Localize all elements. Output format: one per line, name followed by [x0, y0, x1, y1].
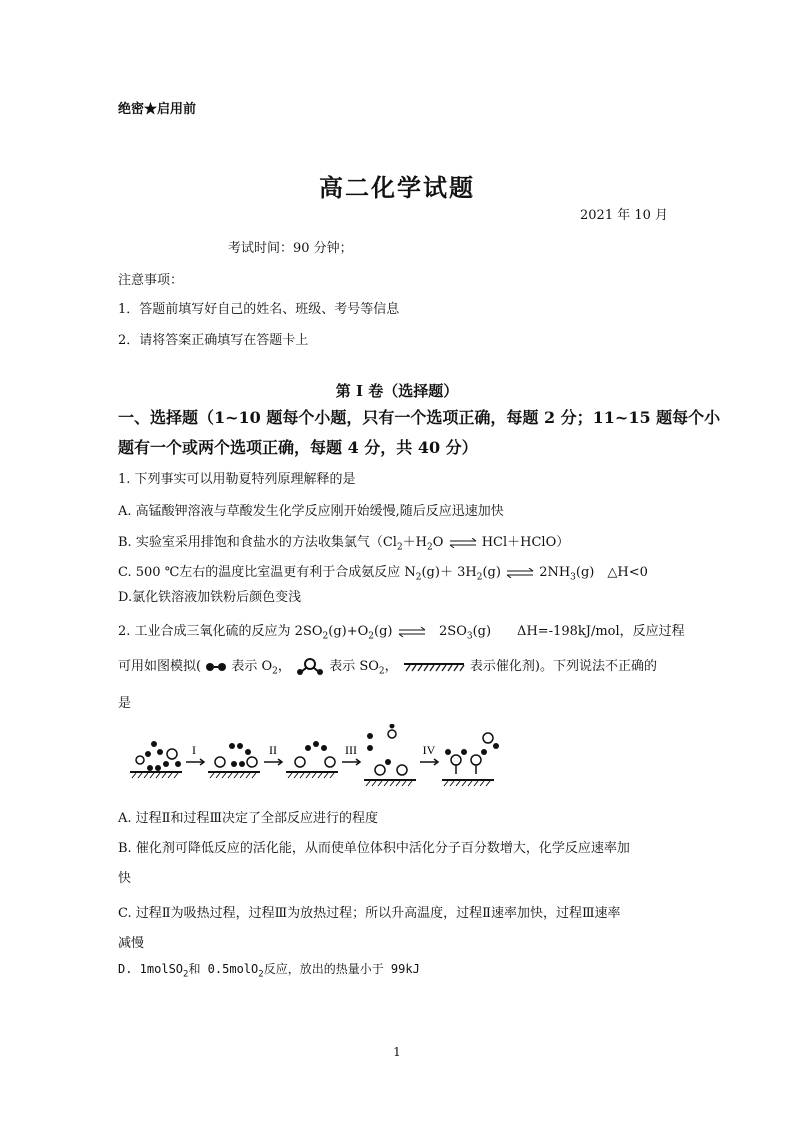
stage-5: [442, 733, 499, 786]
q2-option-b-line1: B. 催化剂可降低反应的活化能，从而使单位体积中活化分子百分数增大，化学反应速率加: [118, 841, 630, 856]
catalyst-icon: [402, 662, 466, 672]
stage-4: [364, 724, 416, 786]
so2-molecule-icon: [295, 658, 325, 676]
notice-item-1: 1．答题前填写好自己的姓名、班级、考号等信息: [118, 302, 400, 317]
equilibrium-arrow-icon: [397, 627, 427, 637]
q2-stem-line2: 可用如图模拟( 表示 $O_2$， 表示 $SO_2$， 表示催化剂)。下列说法不正确的: [118, 659, 657, 677]
exam-time: 考试时间：90 分钟；: [228, 241, 353, 256]
step-label-3: III: [345, 743, 357, 757]
section-heading-line1: 一、选择题（1~10 题每个小题，只有一个选项正确，每题 2 分；11~15 题每个小: [118, 408, 721, 427]
q1-option-c: C. 500 ℃左右的温度比室温更有利于合成氨反应 $N_2(g)+ 3H_2(g)$ $2NH_3(g)$ △H<0: [118, 565, 648, 583]
q2-stem-line1: 2. 工业合成三氧化硫的反应为 $2SO_2(g)+O_2(g)$ $2SO_3(g)$ ΔH=-198kJ/mol，反应过程: [118, 624, 685, 642]
reaction-process-diagram: [128, 724, 508, 794]
step-label-2: II: [269, 743, 277, 757]
confidential-label: 绝密★启用前: [118, 102, 197, 117]
q2-option-a: A. 过程Ⅱ和过程Ⅲ决定了全部反应进行的程度: [118, 811, 379, 826]
exam-date: 2021 年 10 月: [580, 208, 669, 223]
q2-option-b-line2: 快: [118, 871, 132, 886]
q2-stem-line3: 是: [118, 696, 132, 711]
step-label-1: I: [192, 743, 196, 757]
q2-option-c-line1: C. 过程Ⅱ为吸热过程，过程Ⅲ为放热过程；所以升高温度，过程Ⅱ速率加快，过程Ⅲ速率: [118, 906, 621, 921]
notice-item-2: 2．请将答案正确填写在答题卡上: [118, 333, 309, 348]
q2-option-d: D. 1molSO$_2$和 0.5molO$_2$反应，放出的热量小于 99kJ: [118, 962, 420, 980]
q1-option-d: D.氯化铁溶液加铁粉后颜色变浅: [118, 590, 302, 605]
equilibrium-arrow-icon: [505, 568, 535, 578]
o2-molecule-icon: [205, 662, 227, 672]
section-heading-line2: 题有一个或两个选项正确，每题 4 分，共 40 分）: [118, 438, 478, 457]
page-title: 高二化学试题: [319, 173, 475, 202]
stage-2: [208, 743, 260, 778]
notice-heading: 注意事项：: [118, 273, 184, 288]
equilibrium-arrow-icon: [448, 538, 478, 548]
stage-1: [130, 741, 182, 778]
q2-option-c-line2: 减慢: [118, 936, 145, 951]
volume-title: 第 I 卷（选择题）: [335, 382, 459, 400]
q1-option-b: B. 实验室采用排饱和食盐水的方法收集氯气（$Cl_2+H_2O$ HCl＋HClO）: [118, 535, 570, 553]
page-number: 1: [393, 1045, 401, 1059]
q1-stem: 1. 下列事实可以用勒夏特列原理解释的是: [118, 472, 356, 487]
stage-3: [286, 741, 338, 778]
step-label-4: IV: [422, 743, 436, 757]
q1-option-a: A. 高锰酸钾溶液与草酸发生化学反应刚开始缓慢,随后反应迅速加快: [118, 504, 504, 519]
